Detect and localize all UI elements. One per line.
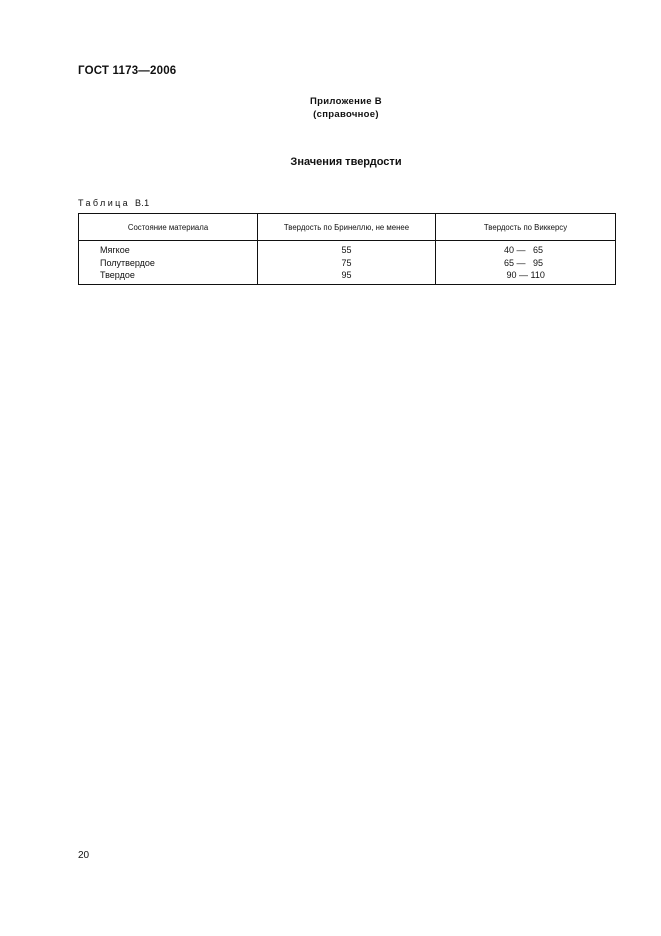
cell-vickers-value: 40 — 65 bbox=[501, 245, 544, 255]
table-caption-label: Таблица bbox=[78, 198, 131, 208]
standard-header: ГОСТ 1173—2006 bbox=[78, 65, 177, 77]
appendix-title: Приложение В bbox=[310, 96, 382, 107]
cell-vickers bbox=[436, 269, 616, 284]
column-header-brinell: Твердость по Бринеллю, не менее bbox=[258, 214, 436, 241]
hardness-table bbox=[78, 213, 616, 285]
table-caption-number: В.1 bbox=[135, 198, 150, 208]
table-row bbox=[79, 257, 616, 270]
cell-vickers-value: 65 — 95 bbox=[501, 257, 544, 268]
table-row bbox=[79, 269, 616, 284]
cell-brinell: 95 bbox=[258, 269, 436, 284]
cell-vickers bbox=[436, 257, 616, 270]
cell-vickers-value: 90 — 110 bbox=[501, 270, 545, 280]
cell-brinell: 55 bbox=[258, 241, 436, 257]
table-header-row bbox=[79, 214, 616, 241]
cell-vickers bbox=[436, 241, 616, 257]
column-header-vickers: Твердость по Виккерсу bbox=[436, 214, 616, 241]
section-title: Значения твердости bbox=[290, 156, 402, 168]
table-row bbox=[79, 241, 616, 257]
cell-state: Твердое bbox=[79, 269, 258, 284]
column-header-state: Состояние материала bbox=[79, 214, 258, 241]
appendix-subtitle: (справочное) bbox=[313, 109, 379, 120]
cell-state: Полутвердое bbox=[79, 257, 258, 270]
table-caption bbox=[78, 198, 149, 208]
cell-brinell: 75 bbox=[258, 257, 436, 270]
cell-state: Мягкое bbox=[79, 241, 258, 257]
page-number: 20 bbox=[78, 850, 90, 861]
